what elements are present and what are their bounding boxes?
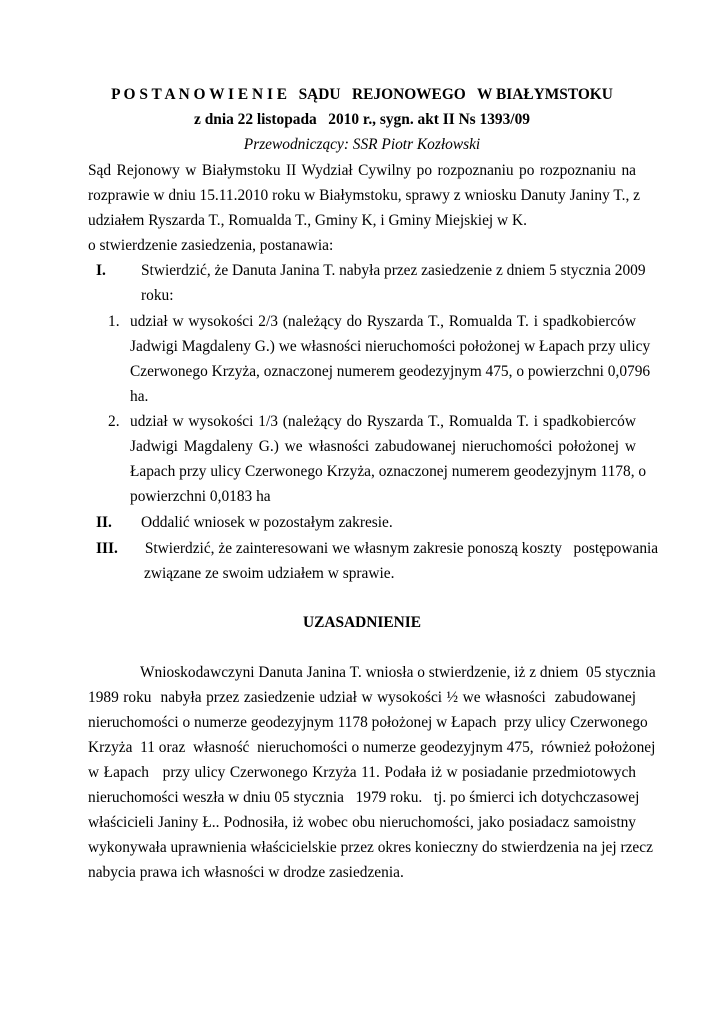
item-text: ha. [130, 388, 149, 405]
section-text: związane ze swoim udziałem w sprawie. [144, 565, 395, 582]
item-text: Jadwigi Magdaleny G.) we własności zabudowanej nieruchomości położonej w [130, 438, 636, 455]
intro-line: Sąd Rejonowy w Białymstoku II Wydział Cywilny po rozpoznaniu po rozpoznaniu na [88, 162, 636, 179]
justification-line: właścicieli Janiny Ł.. Podnosiła, iż wobec obu nieruchomości, jako posiadacz samoistny [88, 814, 636, 831]
date-line: z dnia 22 listopada 2010 r., sygn. akt II Ns 1393/09 [194, 111, 530, 128]
item-number: 2. [108, 413, 120, 430]
document-title: P O S T A N O W I E N I E SĄDU REJONOWEGO W BIAŁYMSTOKU [111, 86, 613, 103]
intro-line: o stwierdzenie zasiedzenia, postanawia: [88, 237, 334, 254]
item-text: powierzchni 0,0183 ha [130, 488, 271, 505]
intro-line: udziałem Ryszarda T., Romualda T., Gminy K, i Gminy Miejskiej w K. [88, 212, 527, 229]
item-text: udział w wysokości 1/3 (należący do Ryszarda T., Romualda T. i spadkobierców [130, 413, 636, 430]
section-text: roku: [141, 287, 174, 304]
section-text: Oddalić wniosek w pozostałym zakresie. [141, 514, 393, 531]
item-text: udział w wysokości 2/3 (należący do Ryszarda T., Romualda T. i spadkobierców [130, 313, 636, 330]
section-number: I. [96, 262, 106, 279]
justification-line: nieruchomości o numerze geodezyjnym 1178 położonej w Łapach przy ulicy Czerwonego [88, 714, 648, 731]
justification-heading: UZASADNIENIE [302, 614, 422, 631]
chair-line: Przewodniczący: SSR Piotr Kozłowski [243, 136, 481, 153]
item-number: 1. [108, 313, 120, 330]
justification-line: wykonywała uprawnienia właścicielskie przez okres konieczny do stwierdzenia na jej rzecz [88, 839, 653, 856]
justification-line: nabycia prawa ich własności w drodze zasiedzenia. [88, 864, 404, 881]
section-number: III. [96, 540, 118, 557]
item-text: Łapach przy ulicy Czerwonego Krzyża, oznaczonej numerem geodezyjnym 1178, o [130, 463, 647, 480]
justification-line: Krzyża 11 oraz własność nieruchomości o numerze geodezyjnym 475, również położonej [88, 739, 656, 756]
item-text: Jadwigi Magdaleny G.) we własności nieruchomości położonej w Łapach przy ulicy [130, 338, 651, 355]
section-text: Stwierdzić, że zainteresowani we własnym zakresie ponoszą koszty postępowania [141, 540, 659, 557]
intro-line: rozprawie w dniu 15.11.2010 roku w Białymstoku, sprawy z wniosku Danuty Janiny T., z [88, 187, 640, 204]
justification-line: 1989 roku nabyła przez zasiedzenie udział w wysokości ½ we własności zabudowanej [88, 689, 636, 706]
justification-line: Wnioskodawczyni Danuta Janina T. wniosła o stwierdzenie, iż z dniem 05 stycznia [140, 664, 656, 681]
justification-line: w Łapach przy ulicy Czerwonego Krzyża 11. Podała iż w posiadanie przedmiotowych [88, 764, 636, 781]
section-text: Stwierdzić, że Danuta Janina T. nabyła przez zasiedzenie z dniem 5 stycznia 2009 [141, 262, 646, 279]
item-text: Czerwonego Krzyża, oznaczonej numerem geodezyjnym 475, o powierzchni 0,0796 [130, 363, 651, 380]
justification-line: nieruchomości weszła w dniu 05 stycznia 1979 roku. tj. po śmierci ich dotychczasowej [88, 789, 640, 806]
section-number: II. [96, 514, 112, 531]
